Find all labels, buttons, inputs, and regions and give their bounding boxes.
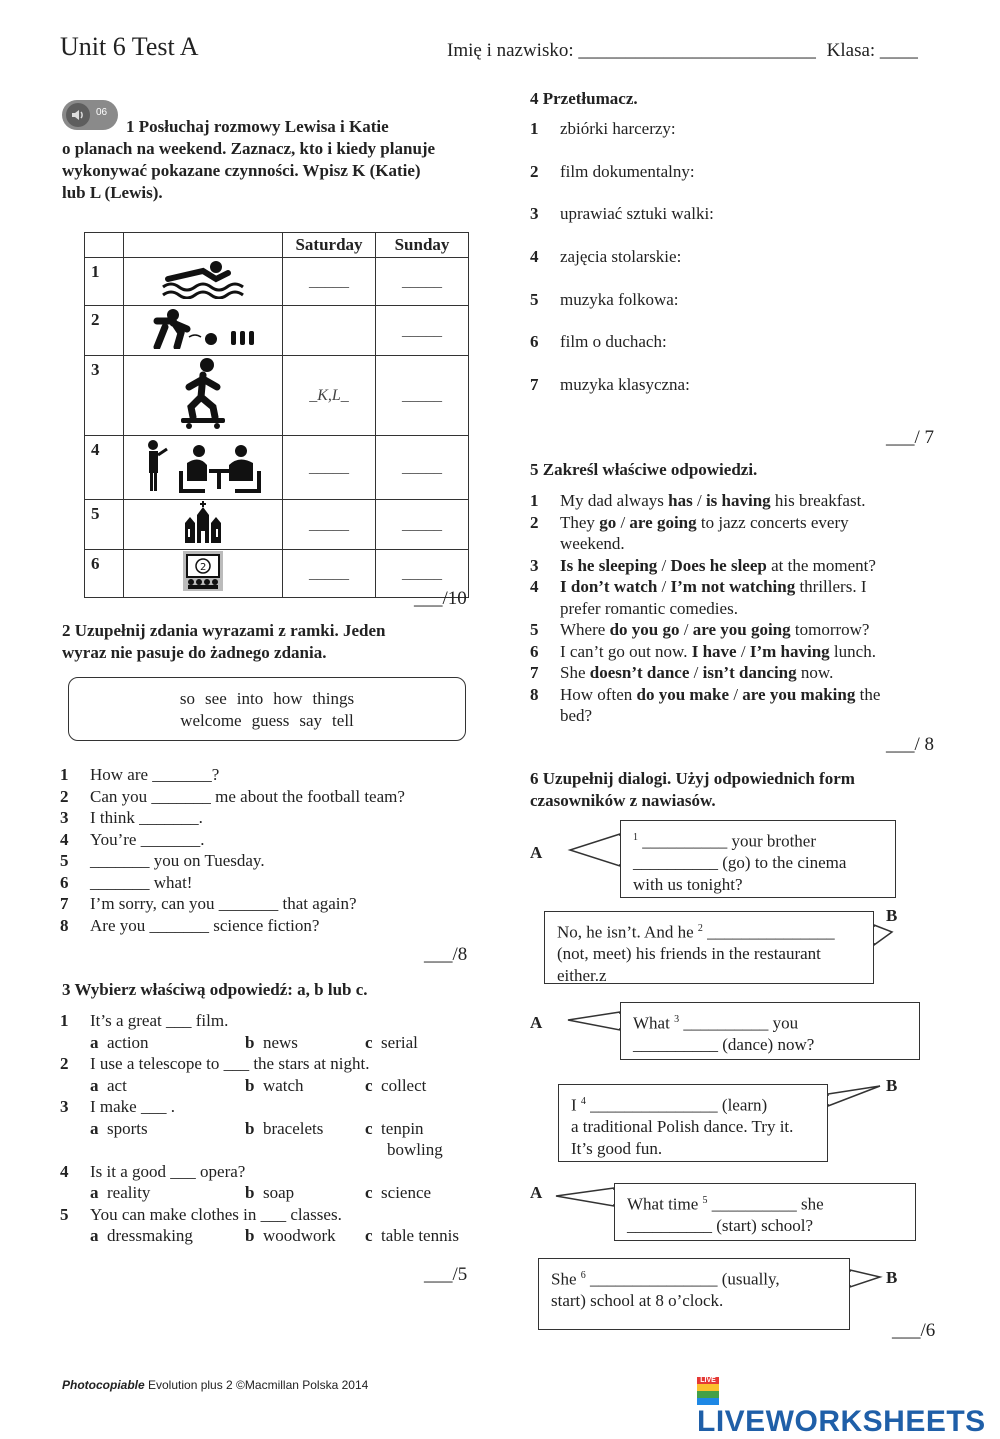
dialogue-line[interactable]: No, he isn’t. And he $^2$ _______________ xyxy=(557,922,835,942)
choice-1[interactable]: has xyxy=(668,491,693,510)
option-c[interactable]: c serial xyxy=(365,1032,418,1052)
list-item[interactable]: 2 film dokumentalny: xyxy=(530,161,695,181)
word-option: tell xyxy=(332,711,354,730)
dialogue-line[interactable]: __________ (go) to the cinema xyxy=(633,853,847,873)
ex6-heading-line: 6 Uzupełnij dialogi. Użyj odpowiednich form xyxy=(530,769,855,788)
ex5-score: ___/ 8 xyxy=(886,734,935,755)
list-item: 5 Where do you go / are you going tomorrow? xyxy=(530,620,870,639)
dialogue-bubble-6 xyxy=(538,1258,850,1330)
dialogue-line: start) school at 8 o’clock. xyxy=(551,1291,724,1311)
dialogue-line[interactable]: What time $^5$ __________ she xyxy=(627,1194,824,1214)
row-number: 6 xyxy=(85,550,124,598)
list-item: 3 Is he sleeping / Does he sleep at the moment? xyxy=(530,555,876,575)
list-item[interactable]: 3 I think _______. xyxy=(60,808,203,827)
list-item: 1 My dad always has / is having his breakfast. xyxy=(530,491,866,510)
row-number: 2 xyxy=(85,306,124,356)
brand-name: LIVEWORKSHEETS xyxy=(697,1405,986,1438)
list-item[interactable]: 6 film o duchach: xyxy=(530,332,667,352)
option-c[interactable]: c science xyxy=(365,1183,432,1202)
speaker-a: A xyxy=(530,1013,543,1032)
dialogue-line: a traditional Polish dance. Try it. xyxy=(571,1117,794,1137)
list-item: 6 I can’t go out now. I have / I’m having lunch. xyxy=(530,641,876,661)
list-item: 8 How often do you make / are you making the xyxy=(530,684,881,704)
list-item[interactable]: 7 I’m sorry, can you _______ that again? xyxy=(60,894,357,913)
question: 4 Is it a good ___ opera? xyxy=(60,1161,246,1181)
question: 5 You can make clothes in ___ classes. xyxy=(60,1204,342,1224)
dialogue-bubble-5 xyxy=(614,1183,916,1241)
list-item-continuation: bed? xyxy=(560,706,593,725)
choice-2[interactable]: are going xyxy=(629,512,697,532)
choice-1[interactable]: doesn’t dance xyxy=(589,663,690,682)
option-b[interactable]: b news xyxy=(245,1032,298,1052)
list-item: 4 I don’t watch / I’m not watching thrillers. I xyxy=(530,577,867,596)
speaker-b: B xyxy=(886,1076,898,1095)
dialogue-line[interactable]: What $^3$ __________ you xyxy=(633,1013,799,1033)
option-c[interactable]: c table tennis xyxy=(365,1226,459,1245)
dialogue-line: It’s good fun. xyxy=(571,1138,663,1158)
list-item-continuation: weekend. xyxy=(560,534,625,553)
brand-logo[interactable] xyxy=(697,1377,1000,1439)
choice-1[interactable]: I have xyxy=(691,641,737,661)
col-sunday: Sunday xyxy=(376,233,469,258)
word-option: into xyxy=(236,689,264,708)
word-option: things xyxy=(312,689,355,708)
option-b[interactable]: b bracelets xyxy=(245,1118,324,1138)
ex2-score: ___/8 xyxy=(424,944,468,965)
dialogue-line[interactable]: __________ (start) school? xyxy=(627,1216,814,1236)
ex1-heading-line: lub L (Lewis). xyxy=(62,183,163,202)
dialogue-line: either.z xyxy=(557,965,607,985)
answer-sunday[interactable]: _____ xyxy=(376,258,469,306)
word-option: see xyxy=(205,689,227,708)
ex1-heading-line: 1 Posłuchaj rozmowy Lewisa i Katie xyxy=(126,117,389,136)
option-a[interactable]: a sports xyxy=(90,1118,148,1138)
answer-saturday: _K,L_ xyxy=(283,356,376,436)
option-a[interactable]: a dressmaking xyxy=(90,1226,193,1245)
option-c[interactable]: c collect xyxy=(365,1075,427,1095)
dialogue-line[interactable]: __________ (dance) now? xyxy=(633,1035,815,1055)
list-item[interactable]: 6 _______ what! xyxy=(60,872,193,892)
list-item[interactable]: 4 You’re _______. xyxy=(60,829,205,849)
name-label: Imię i nazwisko: _________________________ xyxy=(447,40,816,61)
ex1-heading-line: o planach na weekend. Zaznacz, kto i kiedy planuje xyxy=(62,139,436,158)
dialogue-bubble-4 xyxy=(558,1084,828,1162)
option-c[interactable]: c tenpin bowling xyxy=(365,1118,443,1159)
choice-1[interactable]: do you make xyxy=(636,684,730,704)
word-option: how xyxy=(273,689,303,708)
choice-2[interactable]: I’m not watching xyxy=(670,577,796,596)
list-item[interactable]: 1 zbiórki harcerzy: xyxy=(530,119,676,138)
choice-1[interactable]: go xyxy=(599,512,617,532)
answer-saturday[interactable]: _____ xyxy=(283,550,376,598)
ex6-score: ___/6 xyxy=(892,1320,936,1341)
word-option: welcome xyxy=(180,711,242,730)
question: 2 I use a telescope to ___ the stars at night. xyxy=(60,1054,370,1073)
choice-2[interactable]: are you going xyxy=(692,620,791,639)
choice-2[interactable]: are you making xyxy=(742,684,856,704)
speaker-b: B xyxy=(886,1268,898,1287)
list-item[interactable]: 4 zajęcia stolarskie: xyxy=(530,247,682,267)
choice-2[interactable]: I’m having xyxy=(749,641,830,661)
list-item[interactable]: 7 muzyka klasyczna: xyxy=(530,375,690,395)
list-item: 2 They go / are going to jazz concerts every xyxy=(530,512,849,532)
svg-text:2: 2 xyxy=(200,562,207,573)
ex4-score: ___/ 7 xyxy=(886,427,935,448)
row-number: 3 xyxy=(85,356,124,436)
ex5-heading: 5 Zakreśl właściwe odpowiedzi. xyxy=(530,460,758,479)
list-item[interactable]: 8 Are you _______ science fiction? xyxy=(60,915,320,935)
speaker-a: A xyxy=(530,1183,543,1202)
answer-sunday[interactable]: _____ xyxy=(376,550,469,598)
footer-copyright: Photocopiable Evolution plus 2 ©Macmillan Polska 2014 xyxy=(62,1378,369,1392)
ex3-score: ___/5 xyxy=(424,1264,468,1285)
word-option: guess xyxy=(251,711,290,730)
ex6-heading-line: czasowników z nawiasów. xyxy=(530,791,716,810)
list-item[interactable]: 5 muzyka folkowa: xyxy=(530,289,679,309)
option-b[interactable]: b woodwork xyxy=(245,1226,336,1245)
list-item[interactable]: 5 _______ you on Tuesday. xyxy=(60,851,265,870)
answer-sunday[interactable]: _____ xyxy=(376,436,469,500)
row-number: 5 xyxy=(85,500,124,550)
ex3-heading: 3 Wybierz właściwą odpowiedź: a, b lub c. xyxy=(62,980,368,999)
speaker-a: A xyxy=(530,843,543,862)
choice-2[interactable]: isn’t dancing xyxy=(702,663,797,682)
ex1-heading-line: wykonywać pokazane czynności. Wpisz K (Katie) xyxy=(62,161,421,180)
dialogue-line[interactable]: I $^4$ _______________ (learn) xyxy=(571,1095,768,1115)
list-item-continuation: prefer romantic comedies. xyxy=(560,598,738,618)
list-item[interactable]: 2 Can you _______ me about the football team? xyxy=(60,786,405,806)
list-item: 7 She doesn’t dance / isn’t dancing now. xyxy=(530,663,834,682)
option-b[interactable]: b watch xyxy=(245,1075,304,1095)
answer-saturday[interactable]: _____ xyxy=(283,258,376,306)
option-a[interactable]: a reality xyxy=(90,1183,151,1202)
dialogue-bubble-2 xyxy=(544,911,874,984)
class-label: Klasa: ____ xyxy=(826,40,918,61)
row-number: 4 xyxy=(85,436,124,500)
ex2-heading-line: 2 Uzupełnij zdania wyrazami z ramki. Jeden xyxy=(62,621,386,640)
dialogue-bubble-3 xyxy=(620,1002,920,1060)
list-item[interactable]: 3 uprawiać sztuki walki: xyxy=(530,204,714,224)
dialogue-line[interactable]: She $^6$ _______________ (usually, xyxy=(551,1269,780,1289)
question: 1 It’s a great ___ film. xyxy=(60,1011,229,1030)
question: 3 I make ___ . xyxy=(60,1097,175,1116)
choice-2[interactable]: is having xyxy=(705,491,771,510)
answer-saturday[interactable]: _____ xyxy=(283,436,376,500)
dialogue-line: with us tonight? xyxy=(633,874,743,894)
option-b[interactable]: b soap xyxy=(245,1183,295,1202)
speaker-b: B xyxy=(886,906,898,925)
option-a[interactable]: a action xyxy=(90,1032,149,1052)
col-saturday: Saturday xyxy=(283,233,376,258)
word-option: so xyxy=(179,689,196,708)
page-title: Unit 6 Test A xyxy=(60,32,199,61)
answer-sunday[interactable]: _____ xyxy=(376,306,469,356)
dialogue-line: (not, meet) his friends in the restaurant xyxy=(557,944,821,964)
dialogue-line: $^1$ __________ your brother xyxy=(633,831,817,851)
audio-track-number: 06 xyxy=(96,107,108,118)
dialogue-bubble-1 xyxy=(620,820,896,898)
row-number: 1 xyxy=(85,258,124,306)
answer-saturday[interactable]: _____ xyxy=(283,500,376,550)
ex1-score: ___/10 xyxy=(414,588,467,609)
ex4-heading: 4 Przetłumacz. xyxy=(530,89,638,108)
live-badge-icon: LIVE xyxy=(697,1377,719,1405)
ex2-heading-line: wyraz nie pasuje do żadnego zdania. xyxy=(62,643,327,662)
choice-2[interactable]: Does he sleep xyxy=(670,555,767,575)
word-option: say xyxy=(299,711,323,730)
choice-1[interactable]: I don’t watch xyxy=(560,577,658,596)
option-a[interactable]: a act xyxy=(90,1075,127,1095)
choice-1[interactable]: do you go xyxy=(609,620,680,639)
answer-sunday[interactable]: _____ xyxy=(376,356,469,436)
list-item[interactable]: 1 How are _______? xyxy=(60,765,220,784)
answer-sunday[interactable]: _____ xyxy=(376,500,469,550)
choice-1[interactable]: Is he sleeping xyxy=(560,555,658,575)
